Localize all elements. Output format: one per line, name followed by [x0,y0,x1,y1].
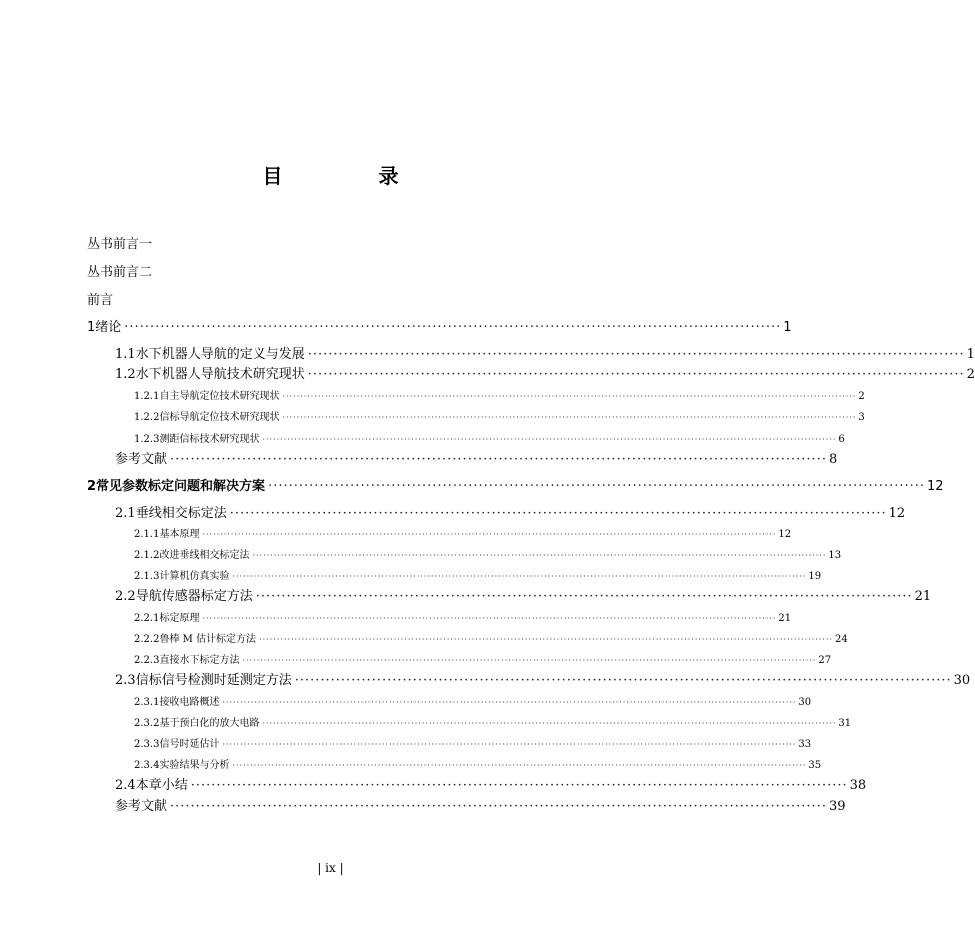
toc-entry-text: 前言 [87,293,114,308]
toc-entry-number: 2.3.2 [134,718,160,729]
toc-entry-number: 2.1.2 [134,550,160,561]
toc-entry-number: 1.1 [115,347,136,362]
toc-entry-page: 30 [798,697,812,708]
toc-entry-number: 2.2.3 [134,655,160,666]
leader-dots: ································································································································ [124,320,782,335]
toc-entry-page: 35 [808,760,822,771]
leader-dots: ································································································································ [190,778,848,793]
toc-entry-page: 12 [778,529,792,540]
toc-entry-page: 3 [858,412,865,423]
toc-entry-subsection-2-1-3[interactable] [134,567,822,582]
toc-entry-page: 24 [835,634,848,645]
toc-entry-references-2[interactable] [115,795,846,814]
toc-entry-text: 本章小结 [135,778,188,793]
toc-entry-number: 2.3.3 [134,739,160,750]
toc-entry-front-1[interactable] [87,233,577,252]
toc-entry-text: 接收电路概述 [159,697,220,708]
toc-entry-number: 2.3.4 [134,760,160,771]
toc-entry-number: 1.2.3 [134,434,160,445]
toc-entry-number: 2.4 [115,778,136,793]
leader-dots: ·································································································································································· [202,614,777,623]
toc-entry-text: 参考文献 [115,799,168,814]
leader-dots: ·································································································································································· [202,530,777,539]
toc-entry-text: 标定原理 [159,613,200,624]
toc-entry-text: 实验结果与分析 [159,760,230,771]
toc-entry-subsection-2-3-2[interactable] [134,714,852,729]
toc-entry-page: 12 [888,506,906,521]
toc-entry-page: 30 [953,673,971,688]
toc-entry-page: 19 [808,571,822,582]
toc-entry-number: 1.2.1 [134,391,160,402]
toc-entry-subsection-1-2-1[interactable] [134,387,865,402]
toc-entry-text: 垂线相交标定法 [135,506,227,521]
toc-entry-chapter-1[interactable] [87,316,792,335]
leader-dots: ································································································································ [268,479,925,494]
toc-entry-text: 改进垂线相交标定法 [159,550,250,561]
toc-entry-section-2-3[interactable] [115,669,971,688]
toc-entry-number: 2.1 [115,506,136,521]
toc-entry-subsection-2-2-1[interactable] [134,609,792,624]
toc-entry-number: 2.3 [115,673,136,688]
toc-entry-page: 21 [778,613,792,624]
leader-dots: ·································································································································································· [242,656,817,665]
toc-entry-subsection-2-2-2[interactable] [134,630,848,645]
toc-entry-subsection-1-2-2[interactable] [134,408,865,423]
toc-entry-text: 直接水下标定方法 [159,655,240,666]
leader-dots: ·································································································································································· [252,551,827,560]
toc-entry-section-2-1[interactable] [115,502,906,521]
toc-entry-number: 2.2.2 [134,634,160,645]
toc-entry-number: 2 [87,479,97,494]
leader-dots: ·································································································································································· [282,413,857,422]
toc-entry-page: 2 [858,391,865,402]
toc-title: 目 录 [262,164,437,188]
leader-dots: ·································································································································································· [222,740,797,749]
toc-entry-page: 12 [927,479,944,494]
leader-dots: ································································································································ [170,799,827,814]
toc-entry-text: 信标导航定位技术研究现状 [159,412,280,423]
toc-entry-number: 1.2 [115,367,136,382]
toc-entry-page: 21 [914,589,932,604]
leader-dots: ································································································································ [255,589,913,604]
toc-entry-text: 计算机仿真实验 [159,571,230,582]
toc-entry-page: 39 [828,799,846,814]
toc-entry-text: 常见参数标定问题和解决方案 [96,479,266,494]
toc-entry-page: 8 [828,452,838,467]
toc-entry-section-1-2[interactable] [115,363,975,382]
toc-entry-number: 2.2 [115,589,136,604]
leader-dots: ·································································································································································· [222,698,797,707]
toc-entry-text: 水下机器人导航技术研究现状 [135,367,305,382]
toc-entry-references-1[interactable] [115,448,838,467]
toc-entry-front-2[interactable] [87,261,577,280]
toc-entry-page: 31 [838,718,852,729]
toc-entry-section-1-1[interactable] [115,343,975,362]
toc-entry-number: 1 [87,320,96,335]
toc-entry-number: 2.3.1 [134,697,160,708]
toc-entry-subsection-2-2-3[interactable] [134,651,832,666]
toc-entry-page: 1 [966,347,975,362]
toc-entry-text: 绪论 [95,320,122,335]
toc-entry-text: 信标信号检测时延测定方法 [135,673,292,688]
toc-entry-page: 2 [966,367,975,382]
toc-entry-subsection-2-3-3[interactable] [134,735,812,750]
toc-entry-subsection-2-3-1[interactable] [134,693,812,708]
toc-entry-section-2-2[interactable] [115,585,932,604]
leader-dots: ·································································································································································· [262,719,837,728]
toc-entry-text: 丛书前言二 [87,265,153,280]
toc-entry-text: 鲁棒 M 估计标定方法 [159,634,257,645]
leader-dots: ·································································································································································· [262,435,837,444]
leader-dots: ·································································································································································· [232,761,807,770]
toc-entry-chapter-2[interactable] [87,475,944,494]
toc-entry-section-2-4[interactable] [115,774,867,793]
toc-entry-text: 自主导航定位技术研究现状 [159,391,280,402]
leader-dots: ································································································································ [294,673,952,688]
toc-entry-number: 2.1.1 [134,529,160,540]
toc-entry-preface[interactable] [87,289,577,308]
toc-entry-subsection-1-2-3[interactable] [134,430,845,445]
toc-entry-text: 导航传感器标定方法 [135,589,253,604]
toc-entry-text: 丛书前言一 [87,237,153,252]
leader-dots: ·································································································································································· [282,392,857,401]
toc-entry-text: 参考文献 [115,452,168,467]
leader-dots: ································································································································ [170,452,827,467]
leader-dots: ································································································································ [307,367,965,382]
toc-entry-text: 测距信标技术研究现状 [159,434,260,445]
toc-entry-page: 33 [798,739,812,750]
toc-entry-subsection-2-1-2[interactable] [134,546,842,561]
leader-dots: ································································································································ [229,506,887,521]
toc-entry-number: 2.1.3 [134,571,160,582]
toc-entry-page: 6 [838,434,845,445]
toc-entry-subsection-2-1-1[interactable] [134,525,792,540]
toc-entry-page: 38 [849,778,867,793]
toc-entry-page: 1 [783,320,792,335]
toc-entry-text: 基于预白化的放大电路 [159,718,260,729]
toc-entry-page: 13 [828,550,842,561]
toc-entry-number: 1.2.2 [134,412,160,423]
toc-entry-number: 2.2.1 [134,613,160,624]
toc-entry-text: 基本原理 [159,529,200,540]
toc-entry-page: 27 [818,655,832,666]
leader-dots: ·································································································································································· [259,635,834,644]
page-number: | ix | [317,861,344,875]
leader-dots: ·································································································································································· [232,572,807,581]
toc-entry-subsection-2-3-4[interactable] [134,756,822,771]
leader-dots: ································································································································ [307,347,965,362]
toc-entry-text: 水下机器人导航的定义与发展 [135,347,305,362]
toc-entry-text: 信号时延估计 [159,739,220,750]
